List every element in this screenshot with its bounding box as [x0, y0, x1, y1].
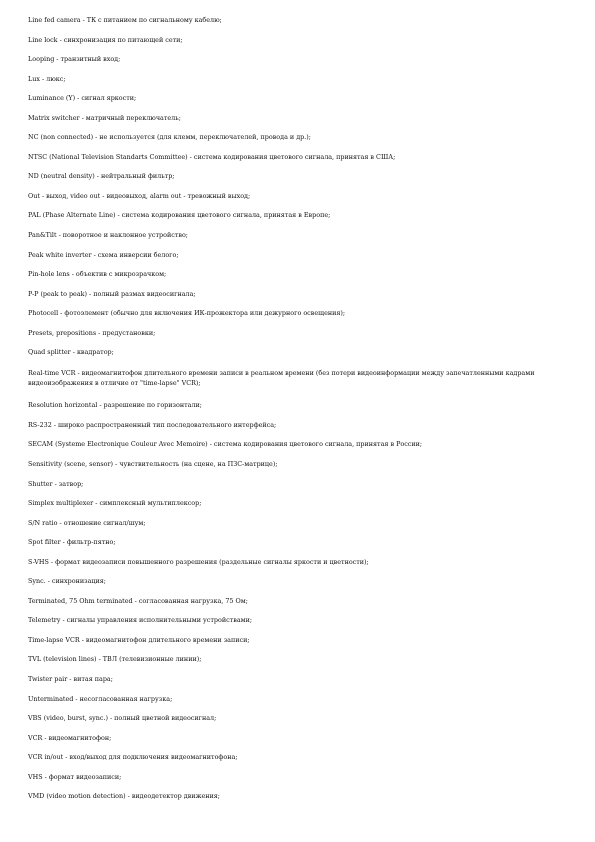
- glossary-entry: [28, 30, 568, 50]
- glossary-entry: [28, 767, 568, 787]
- glossary-entry: [28, 630, 568, 650]
- glossary-entry-text: Unterminated - несогласованная нагрузка;: [28, 694, 173, 703]
- glossary-entry-text: Spot filter - фильтр-пятно;: [28, 538, 116, 547]
- glossary-entry: [28, 415, 568, 435]
- glossary-entry: [28, 108, 568, 128]
- glossary-entry: [28, 395, 568, 415]
- glossary-entry: [28, 49, 568, 69]
- glossary-entry: [28, 591, 568, 611]
- glossary-entry-text: Presets, prepositions - предустановки;: [28, 328, 156, 337]
- glossary-entry: [28, 342, 568, 362]
- glossary-entry-text: VBS (video, burst, sync.) - полный цветной видеосигнал;: [28, 714, 217, 723]
- glossary-entry-text: ND (neutral density) - нейтральный фильтр;: [28, 172, 175, 181]
- glossary-entry: [28, 532, 568, 552]
- glossary-entry-text: Line lock - синхронизация по питающей сети;: [28, 35, 183, 44]
- glossary-entry: [28, 362, 568, 396]
- glossary-entry: [28, 747, 568, 767]
- glossary-entry-text: Matrix switcher - матричный переключатель;: [28, 113, 181, 122]
- glossary-entry: [28, 10, 568, 30]
- glossary-entry: [28, 88, 568, 108]
- glossary-entry: [28, 786, 568, 806]
- glossary-entry: [28, 434, 568, 454]
- glossary-entry-text: Sync. - синхронизация;: [28, 577, 106, 586]
- glossary-entry: [28, 166, 568, 186]
- glossary-entry-text: Looping - транзитный вход;: [28, 55, 121, 64]
- glossary-entry: [28, 708, 568, 728]
- glossary-entry-text: VCR in/out - вход/выход для подключения видеомагнитофона;: [28, 753, 238, 762]
- glossary-entry: [28, 552, 568, 572]
- glossary-entry-text: Luminance (Y) - сигнал яркости;: [28, 94, 137, 103]
- glossary-entry-text: Real-time VCR - видеомагнитофон длительного времени записи в реальном времени (без потери видеоинформации между запечатленными кадрами видеоизображения в отличие от "time-lapse" VCR);: [28, 368, 535, 387]
- glossary-entry-text: Pin-hole lens - объектив с микрозрачком;: [28, 270, 167, 279]
- glossary-entry: [28, 689, 568, 709]
- glossary-entry: [28, 728, 568, 748]
- glossary-entry-text: VCR - видеомагнитофон;: [28, 733, 112, 742]
- glossary-entry-text: Line fed camera - ТК с питанием по сигнальному кабелю;: [28, 16, 222, 24]
- glossary-entry-text: S/N ratio - отношение сигнал/шум;: [28, 518, 146, 527]
- glossary-entry: [28, 186, 568, 206]
- glossary-entry-text: TVL (television lines) - ТВЛ (телевизионные линии);: [28, 655, 202, 664]
- glossary-entry: [28, 474, 568, 494]
- glossary-entry: [28, 303, 568, 323]
- glossary-entry: [28, 284, 568, 304]
- glossary-entry-text: VHS - формат видеозаписи;: [28, 772, 122, 781]
- glossary-entry-text: RS-232 - широко распространенный тип последовательного интерфейса;: [28, 420, 277, 429]
- glossary-entry-text: Terminated, 75 Ohm terminated - согласованная нагрузка, 75 Ом;: [28, 596, 248, 605]
- glossary-entry: [28, 225, 568, 245]
- glossary-entry: [28, 610, 568, 630]
- glossary-entry-text: NC (non connected) - не используется (для клемм, переключателей, провода и др.);: [28, 133, 311, 142]
- glossary-entry-text: Sensitivity (scene, sensor) - чувствительность (на сцене, на ПЗС-матрице);: [28, 459, 278, 468]
- glossary-entry: [28, 69, 568, 89]
- glossary-entry: [28, 513, 568, 533]
- glossary-entry: [28, 649, 568, 669]
- glossary-entry-text: S-VHS - формат видеозаписи повышенного разрешения (раздельные сигналы яркости и цветности);: [28, 557, 369, 566]
- glossary-entry: [28, 571, 568, 591]
- glossary-entry: [28, 205, 568, 225]
- glossary-entry-text: P-P (peak to peak) - полный размах видеосигнала;: [28, 289, 196, 298]
- glossary-entry-text: Resolution horizontal - разрешение по горизонтали;: [28, 401, 202, 410]
- glossary-entry-text: Pan&Tilt - поворотное и наклонное устройство;: [28, 231, 188, 240]
- glossary-entry-text: Telemetry - сигналы управления исполнительными устройствами;: [28, 616, 253, 625]
- glossary-entry-text: Simplex multiplexer - симплексный мультиплексор;: [28, 499, 202, 508]
- glossary-entry-text: Photocell - фотоэлемент (обычно для включения ИК-прожектора или дежурного освещения);: [28, 309, 346, 318]
- glossary-entry: [28, 323, 568, 343]
- glossary-entry: [28, 669, 568, 689]
- glossary-entry-text: NTSC (National Television Standarts Committee) - система кодирования цветового сигнала, принятая в США;: [28, 152, 396, 161]
- glossary-entry-text: Shutter - затвор;: [28, 479, 84, 488]
- glossary-entry-text: Quad splitter - квадратор;: [28, 348, 114, 357]
- glossary-list: [28, 10, 568, 806]
- glossary-entry-text: Peak white inverter - схема инверсии белого;: [28, 250, 179, 259]
- glossary-entry: [28, 127, 568, 147]
- glossary-entry-text: Out - выход, video out - видеовыход, alarm out - тревожный выход;: [28, 191, 251, 200]
- glossary-entry: [28, 454, 568, 474]
- glossary-entry: [28, 147, 568, 167]
- glossary-entry-text: VMD (video motion detection) - видеодетектор движения;: [28, 792, 220, 801]
- glossary-entry: [28, 493, 568, 513]
- glossary-entry-text: Time-lapse VCR - видеомагнитофон длительного времени записи;: [28, 635, 250, 644]
- glossary-entry: [28, 264, 568, 284]
- glossary-entry-text: Twister pair - витая пара;: [28, 675, 113, 683]
- glossary-entry: [28, 245, 568, 265]
- glossary-entry-text: Lux - люкс;: [28, 74, 66, 83]
- glossary-entry-text: SECAM (Systeme Electronique Couleur Avec Memoire) - система кодирования цветового сигнала, принятая в России;: [28, 440, 423, 449]
- glossary-entry-text: PAL (Phase Alternate Line) - система кодирования цветового сигнала, принятая в Европе;: [28, 211, 331, 220]
